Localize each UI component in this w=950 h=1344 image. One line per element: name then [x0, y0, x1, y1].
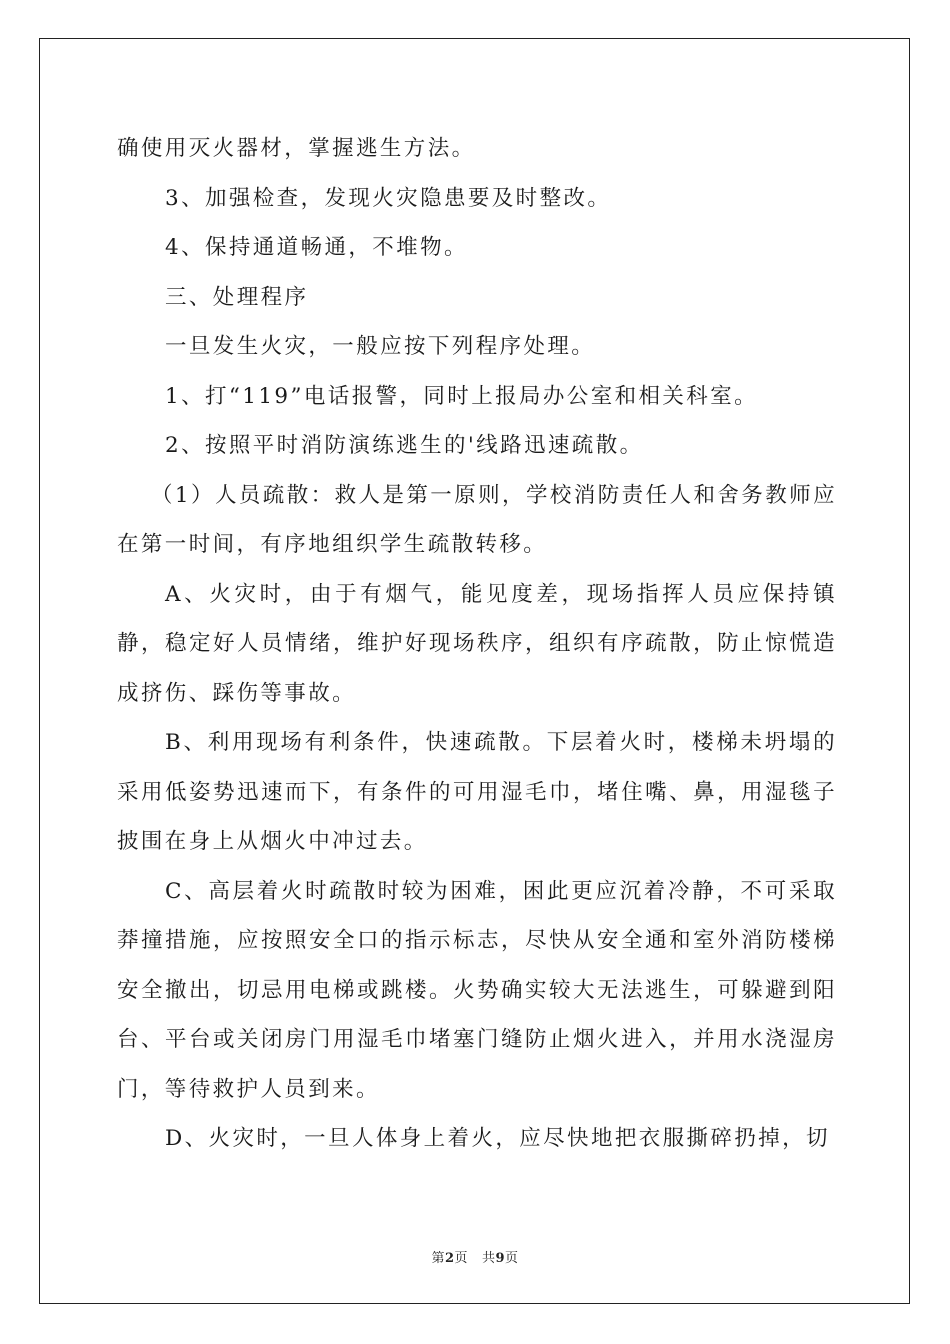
footer-page-suffix: 页: [454, 1251, 469, 1266]
footer-total-suffix: 页: [505, 1251, 519, 1266]
footer-page-prefix: 第: [431, 1251, 445, 1266]
paragraph-2: 3、加强检查，发现火灾隐患要及时整改。: [165, 185, 612, 211]
paragraph-8: （1）人员疏散：救人是第一原则，学校消防责任人和舍务教师应在第一时间，有序地组织学生疏散转移。: [117, 482, 837, 557]
section-heading: 三、处理程序: [165, 284, 309, 310]
document-body: [117, 124, 837, 1164]
paragraph-10: B、利用现场有利条件，快速疏散。下层着火时，楼梯未坍塌的采用低姿势迅速而下，有条件的可用湿毛巾，堵住嘴、鼻，用湿毯子披围在身上从烟火中冲过去。: [117, 730, 837, 854]
paragraph-7: 2、按照平时消防演练逃生的'线路迅速疏散。: [165, 433, 644, 458]
paragraph-6: 1、打“119”电话报警，同时上报局办公室和相关科室。: [165, 383, 759, 409]
paragraph-5: 一旦发生火灾，一般应按下列程序处理。: [165, 334, 596, 359]
page-footer: [0, 1247, 950, 1266]
paragraph-9: A、火灾时，由于有烟气，能见度差，现场指挥人员应保持镇静，稳定好人员情绪，维护好现场秩序，组织有序疏散，防止惊慌造成挤伤、踩伤等事故。: [117, 581, 837, 706]
footer-page-number: 2: [444, 1251, 455, 1266]
footer-total-pages: 9: [495, 1251, 506, 1266]
paragraph-3: 4、保持通道畅通，不堆物。: [165, 235, 468, 260]
paragraph-1: 确使用灭火器材，掌握逃生方法。: [117, 136, 476, 161]
paragraph-12: D、火灾时，一旦人体身上着火，应尽快地把衣服撕碎扔掉，切: [165, 1126, 830, 1151]
footer-total-prefix: 共: [481, 1251, 496, 1266]
paragraph-11: C、高层着火时疏散时较为困难，困此更应沉着冷静，不可采取莽撞措施，应按照安全口的指示标志，尽快从安全通和室外消防楼梯安全撤出，切忌用电梯或跳楼。火势确实较大无法逃生，可躲避到阳台、平台或关闭房门用湿毛巾堵塞门缝防止烟火进入，并用水浇湿房门，等待救护人员到来。: [117, 878, 837, 1102]
